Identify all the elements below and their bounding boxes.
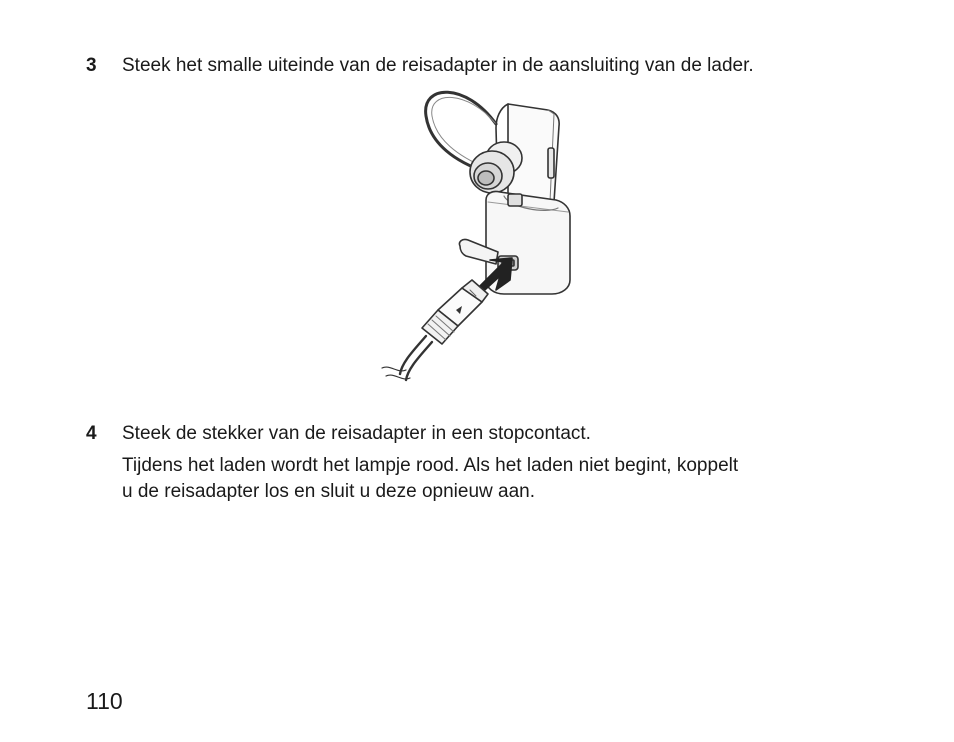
- note-line: u de reisadapter los en sluit u deze opnieuw aan.: [122, 481, 535, 502]
- step-number: 4: [86, 423, 97, 444]
- page-number: 110: [86, 688, 123, 714]
- step-4-note: [122, 453, 842, 505]
- headset-charging-illustration: [376, 84, 576, 394]
- step-instruction: Steek het smalle uiteinde van de reisadapter in de aansluiting van de lader.: [122, 55, 754, 76]
- note-line: Tijdens het laden wordt het lampje rood. Als het laden niet begint, koppelt: [122, 455, 739, 476]
- step-instruction: Steek de stekker van de reisadapter in een stopcontact.: [122, 423, 591, 444]
- step-number: 3: [86, 55, 97, 76]
